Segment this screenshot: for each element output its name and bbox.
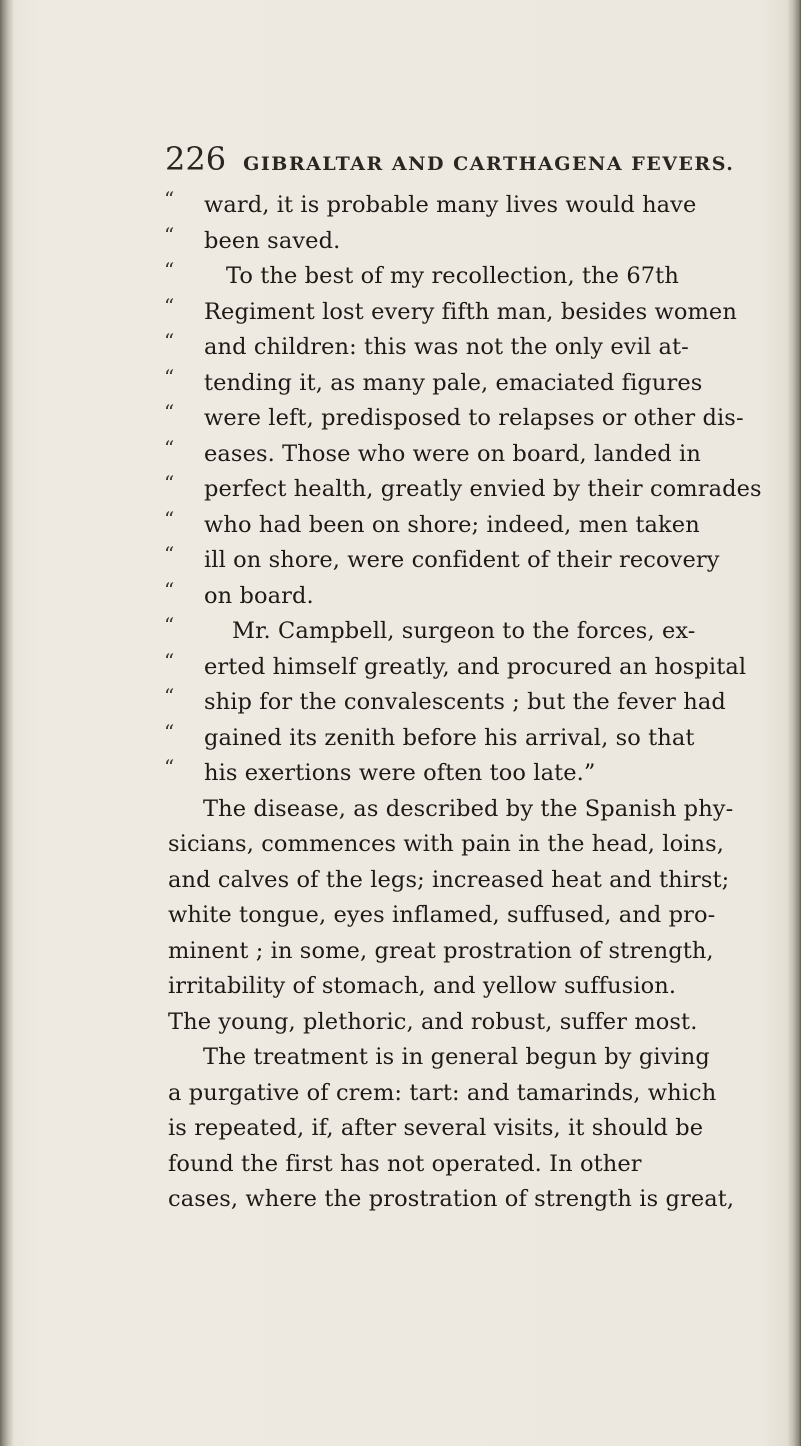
text-line bbox=[164, 259, 764, 295]
line-text: gained its zenith before his arrival, so that bbox=[204, 724, 695, 751]
line-text: found the first has not operated. In other bbox=[168, 1150, 642, 1177]
page-number: 226 bbox=[165, 140, 227, 178]
quote-mark: “ bbox=[164, 755, 175, 779]
text-line bbox=[164, 969, 764, 1005]
line-text: eases. Those who were on board, landed in bbox=[204, 440, 701, 467]
line-text: To the best of my recollection, the 67th bbox=[226, 263, 679, 289]
text-line bbox=[164, 1182, 764, 1218]
line-text: ward, it is probable many lives would have bbox=[204, 192, 697, 218]
quote-mark: “ bbox=[164, 577, 175, 602]
line-text: Regiment lost every fifth man, besides women bbox=[204, 298, 737, 325]
text-line bbox=[164, 579, 764, 615]
quote-mark: “ bbox=[164, 222, 175, 247]
text-line bbox=[164, 366, 764, 402]
text-line bbox=[164, 898, 764, 934]
page-right-edge bbox=[787, 0, 801, 1446]
text-line bbox=[164, 721, 764, 757]
body-text bbox=[164, 188, 764, 1218]
quote-mark: “ bbox=[164, 435, 175, 460]
line-text: and calves of the legs; increased heat and thirst; bbox=[168, 866, 730, 893]
line-text: The treatment is in general begun by giving bbox=[203, 1044, 710, 1070]
text-line bbox=[164, 650, 764, 686]
line-text: tending it, as many pale, emaciated figures bbox=[204, 369, 703, 396]
line-text: ship for the convalescents ; but the fever had bbox=[204, 689, 726, 715]
page-header bbox=[165, 140, 735, 180]
text-line bbox=[164, 685, 764, 721]
quote-mark: “ bbox=[164, 506, 175, 531]
text-line bbox=[164, 827, 764, 863]
line-text: his exertions were often too late.” bbox=[204, 760, 596, 786]
line-text: who had been on shore; indeed, men taken bbox=[204, 511, 700, 538]
quote-mark: “ bbox=[164, 364, 175, 389]
text-line bbox=[164, 614, 764, 650]
line-text: on board. bbox=[204, 582, 314, 609]
running-head: GIBRALTAR AND CARTHAGENA FEVERS. bbox=[243, 153, 735, 175]
text-line bbox=[164, 1040, 764, 1076]
quote-mark: “ bbox=[164, 400, 175, 424]
text-line bbox=[164, 472, 764, 508]
text-line bbox=[164, 1076, 764, 1112]
text-line bbox=[164, 1005, 764, 1041]
quote-mark: “ bbox=[164, 542, 175, 566]
quote-mark: “ bbox=[164, 258, 175, 282]
text-line bbox=[164, 437, 764, 473]
text-line bbox=[164, 508, 764, 544]
text-line bbox=[164, 543, 764, 579]
text-line bbox=[164, 1147, 764, 1183]
line-text: The young, plethoric, and robust, suffer most. bbox=[168, 1008, 698, 1035]
page-left-edge bbox=[0, 0, 14, 1446]
line-text: minent ; in some, great prostration of strength, bbox=[168, 937, 714, 964]
quote-mark: “ bbox=[164, 648, 175, 673]
text-line bbox=[164, 863, 764, 899]
text-line bbox=[164, 401, 764, 437]
text-line bbox=[164, 330, 764, 366]
text-line bbox=[164, 188, 764, 224]
text-line bbox=[164, 934, 764, 970]
line-text: been saved. bbox=[204, 227, 341, 254]
text-line bbox=[164, 1111, 764, 1147]
text-line bbox=[164, 224, 764, 260]
quote-mark: “ bbox=[164, 187, 175, 211]
line-text: irritability of stomach, and yellow suffusion. bbox=[168, 973, 677, 999]
line-text: erted himself greatly, and procured an hospital bbox=[204, 653, 747, 680]
quote-mark: “ bbox=[164, 471, 175, 495]
line-text: white tongue, eyes inflamed, suffused, and pro- bbox=[168, 902, 716, 928]
line-text: is repeated, if, after several visits, it should be bbox=[168, 1115, 704, 1141]
line-text: a purgative of crem: tart: and tamarinds, which bbox=[168, 1079, 717, 1106]
line-text: perfect health, greatly envied by their comrades bbox=[204, 476, 762, 502]
line-text: sicians, commences with pain in the head, loins, bbox=[168, 831, 725, 857]
quote-mark: “ bbox=[164, 613, 175, 637]
line-text: Mr. Campbell, surgeon to the forces, ex- bbox=[232, 618, 696, 644]
quote-mark: “ bbox=[164, 329, 175, 353]
text-line bbox=[164, 792, 764, 828]
text-line bbox=[164, 295, 764, 331]
quote-mark: “ bbox=[164, 684, 175, 708]
line-text: ill on shore, were confident of their recovery bbox=[204, 547, 720, 573]
line-text: cases, where the prostration of strength is great, bbox=[168, 1186, 735, 1212]
line-text: The disease, as described by the Spanish phy- bbox=[203, 795, 734, 822]
quote-mark: “ bbox=[164, 293, 175, 318]
line-text: and children: this was not the only evil at- bbox=[204, 334, 689, 360]
quote-mark: “ bbox=[164, 719, 175, 744]
text-line bbox=[164, 756, 764, 792]
line-text: were left, predisposed to relapses or other dis- bbox=[204, 405, 744, 431]
